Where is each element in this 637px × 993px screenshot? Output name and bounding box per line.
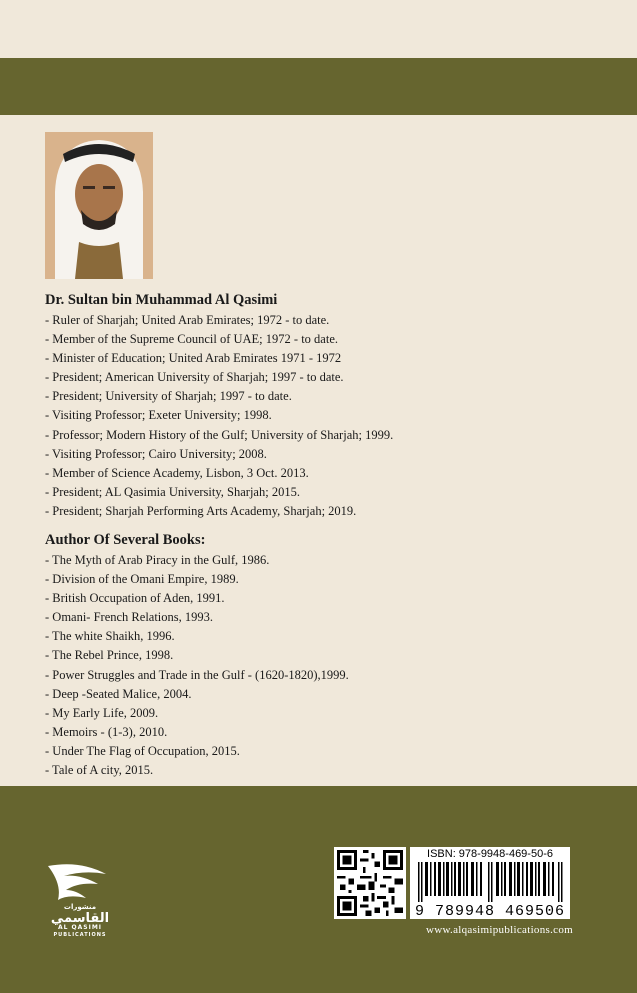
qr-code xyxy=(334,847,406,919)
publisher-arabic-small: منشورات xyxy=(63,903,97,911)
book-item: - The white Shaikh, 1996. xyxy=(45,629,175,644)
wing-logo-icon xyxy=(40,860,120,904)
book-item: - Power Struggles and Trade in the Gulf - (1620-1820),1999. xyxy=(45,667,349,682)
position-item: - Ruler of Sharjah; United Arab Emirates; 1972 - to date. xyxy=(45,313,330,327)
publisher-arabic-main: القاسمي xyxy=(50,911,110,926)
publisher-latin-sub: PUBLICATIONS xyxy=(53,932,107,938)
isbn-text: ISBN: 978-9948-469-50-6 xyxy=(427,848,553,860)
book-item: - British Occupation of Aden, 1991. xyxy=(45,591,225,606)
book-item: - The Myth of Arab Piracy in the Gulf, 1986. xyxy=(45,553,270,567)
author-bio xyxy=(45,290,605,521)
position-item: - Member of Science Academy, Lisbon, 3 Oct. 2013. xyxy=(45,465,309,480)
position-item: - Member of the Supreme Council of UAE; 1972 - to date. xyxy=(45,332,338,347)
position-item: - Visiting Professor; Cairo University; 2008. xyxy=(45,446,267,461)
barcode-bars xyxy=(418,862,566,902)
top-color-band xyxy=(0,58,637,115)
author-portrait xyxy=(45,132,153,279)
books-list xyxy=(45,530,605,780)
position-item: - President; Sharjah Performing Arts Academy, Sharjah; 2019. xyxy=(45,503,357,518)
book-item: - Omani- French Relations, 1993. xyxy=(45,610,214,625)
book-item: - Division of the Omani Empire, 1989. xyxy=(45,572,239,587)
book-item: - Tale of A city, 2015. xyxy=(45,763,154,778)
position-item: - Minister of Education; United Arab Emirates 1971 - 1972 xyxy=(45,351,342,366)
position-item: - Visiting Professor; Exeter University; 1998. xyxy=(45,408,272,423)
book-item: - The Rebel Prince, 1998. xyxy=(45,648,174,663)
publisher-website[interactable]: www.alqasimipublications.com xyxy=(426,924,573,936)
position-item: - President; AL Qasimia University, Sharjah; 2015. xyxy=(45,484,300,499)
publisher-logo xyxy=(40,860,120,940)
position-item: - Professor; Modern History of the Gulf; University of Sharjah; 1999. xyxy=(45,427,394,442)
book-item: - Deep -Seated Malice, 2004. xyxy=(45,686,192,701)
publisher-arabic-name xyxy=(40,904,120,926)
publisher-latin-name: AL QASIMI xyxy=(57,924,103,931)
position-item: - President; University of Sharjah; 1997 - to date. xyxy=(45,389,292,404)
isbn-barcode xyxy=(410,847,570,919)
books-heading: Author Of Several Books: xyxy=(45,532,206,548)
author-name: Dr. Sultan bin Muhammad Al Qasimi xyxy=(45,292,278,308)
position-item: - President; American University of Sharjah; 1997 - to date. xyxy=(45,370,344,385)
book-item: - Under The Flag of Occupation, 2015. xyxy=(45,743,240,758)
book-item: - Memoirs - (1-3), 2010. xyxy=(45,724,168,739)
book-item: - My Early Life, 2009. xyxy=(45,705,159,720)
barcode-number: 9 789948 469506 xyxy=(414,903,566,920)
